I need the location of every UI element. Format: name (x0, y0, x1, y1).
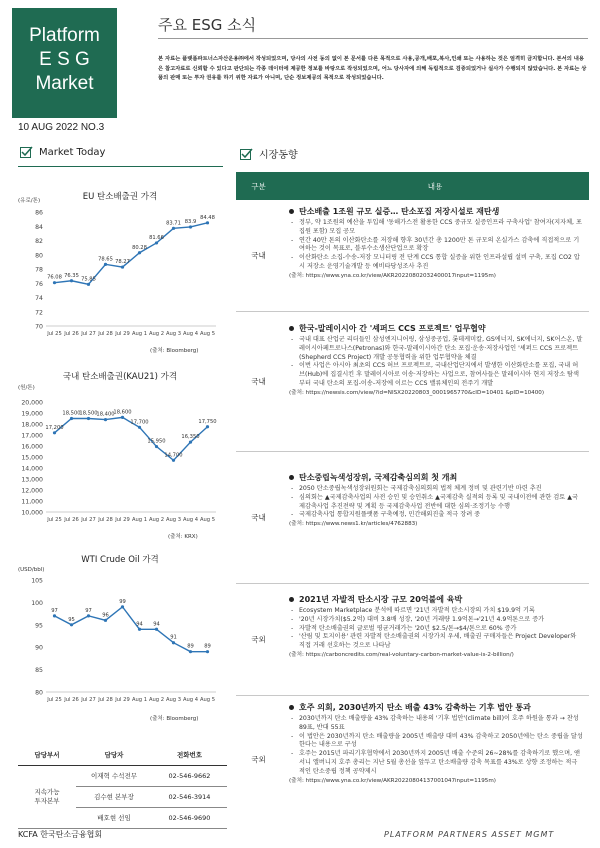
x-tick-label: Jul 26 (64, 331, 79, 337)
kau-chart-title: 국내 탄소배출권(KAU21) 가격 (62, 372, 178, 382)
x-tick-label: Jul 25 (47, 331, 62, 337)
news-bullet: - Ecosystem Marketplace 분석에 따르면 '21년 자발적 탄소시장의 가치 $19.9억 기록 (289, 607, 583, 616)
kau-chart-unit: (원/톤) (18, 385, 35, 391)
data-point (87, 614, 90, 617)
y-tick-label: 100 (31, 599, 43, 607)
data-point (155, 241, 158, 244)
data-label: 18,600 (113, 409, 132, 416)
news-bullet: - 정부, 약 1조원의 예산을 투입해 '동해가스전 활용한 CCS 중규모 실증인프라 구축사업' 참여자(지자체, 포집원 포함) 모집 공모 (289, 219, 583, 237)
news-headline: 호주 의회, 2030년까지 탄소 배출 43% 감축하는 기후 법안 통과 (289, 702, 583, 713)
x-tick-label: Aug 5 (199, 331, 216, 337)
data-point (155, 445, 158, 448)
news-bullet: - '20년 시장가치($5.2억) 대비 3.8배 성장, '20년 거래량 1.9억톤→'21년 4.9억톤으로 증가 (289, 616, 583, 625)
bullet-dot-icon (289, 209, 294, 214)
contact-header-dept: 담당부서 (18, 744, 76, 765)
y-tick-label: 19,000 (21, 410, 43, 418)
news-source-link[interactable]: (출처: https://www.news1.kr/articles/4762883) (289, 521, 418, 528)
contact-header-phone: 전화번호 (152, 744, 227, 765)
data-label: 89 (204, 643, 211, 650)
contact-phone[interactable]: 02-546-9662 (152, 765, 227, 786)
y-tick-label: 70 (35, 323, 43, 331)
kau-carbon-price-chart (14, 394, 224, 530)
data-label: 94 (136, 621, 143, 628)
x-tick-label: Aug 4 (182, 331, 199, 337)
data-label: 84.48 (200, 214, 215, 221)
issue-date: 10 AUG 2022 NO.3 (18, 122, 105, 133)
data-label: 81.66 (149, 234, 164, 241)
market-news-title: 시장동향 (259, 150, 298, 161)
news-bullet: - 이번 사업은 아시아 최초의 CCS 허브 프로젝트로, 국내산업단지에서 발생한 이산화탄소를 포집, 국내 허브(Hub)에 집결시킨 후 말레이시아로 이송·저장하는 사업으로, 참여사들은 말레이시아 현지 저장소 탐색부터 국내 탄소의 포집-이송-저장에 이르는 CCS 밸류체인의 전주기 개발 (289, 362, 583, 388)
data-point (206, 650, 209, 653)
data-label: 83.71 (166, 220, 181, 227)
market-news-heading (240, 146, 298, 161)
x-tick-label: Aug 1 (131, 331, 148, 337)
news-row (236, 200, 589, 312)
x-tick-label: Aug 4 (182, 517, 199, 523)
kau-chart-source: (출처: KRX) (168, 534, 198, 540)
x-tick-label: Aug 2 (148, 697, 165, 703)
news-region: 국내 (251, 251, 266, 260)
x-tick-label: Aug 5 (199, 697, 216, 703)
data-label: 17,700 (130, 419, 149, 426)
news-bullet: - '산림 및 토지이용' 관련 자발적 탄소배출권의 시장가치 우세, 배출권 구매자들은 Project Developer와 직접 거래 선호하는 것으로 나타남 (289, 633, 583, 651)
data-label: 76.08 (47, 274, 62, 281)
y-tick-label: 72 (35, 309, 43, 317)
y-tick-label: 17,000 (21, 432, 43, 440)
wti-oil-price-chart (14, 572, 224, 710)
contact-table (18, 744, 227, 829)
news-headline: 한국-말레이시아 간 '셰퍼드 CCS 프로젝트' 업무협약 (289, 323, 583, 334)
checkbox-checked-icon (20, 146, 33, 158)
news-bullet: - 국내 대표 산업군 리더들인 삼성엔지니어링, 삼성중공업, 롯데케미칼, GS에너지, SK에너지, SK어스온, 말레이시아페트로나스(Petronas)와 한국-말레이시아간 탄소 포집·운송·저장사업인 '셰퍼드 CCS 프로젝트(Shepherd CCS Project) 개발 공동협력을 위한 업무협약을 체결 (289, 336, 583, 362)
data-point (104, 263, 107, 266)
data-label: 17,750 (198, 418, 217, 425)
news-bullet: - 이산화탄소 소집-수송-저장 모니터링 전 단계 CCS 통합 실증을 위한 인프라설립 설비 구축, 포집 CO2 압시 저장소 운영기술개발 등 예비타당성조사 추진 (289, 254, 583, 272)
news-bullet: - 2050 탄소중립녹색성장위원회는 국제감축심의회의 법적 체계 정비 및 관련기반 마련 추진 (289, 485, 583, 494)
x-tick-label: Jul 26 (64, 517, 79, 523)
data-point (172, 227, 175, 230)
data-label: 97 (51, 607, 58, 614)
data-label: 76.35 (64, 272, 79, 279)
news-row (236, 312, 589, 452)
x-tick-label: Jul 27 (81, 517, 96, 523)
data-label: 18,500 (79, 410, 98, 417)
col-content-header: 내용 (427, 181, 443, 191)
data-label: 80.28 (132, 244, 147, 251)
market-today-heading (20, 146, 105, 158)
y-tick-label: 95 (35, 622, 43, 630)
data-point (189, 650, 192, 653)
logo-line-3: Market (35, 73, 94, 94)
y-tick-label: 74 (35, 295, 43, 302)
x-tick-label: Aug 1 (131, 697, 148, 703)
x-tick-label: Aug 3 (165, 697, 182, 703)
contact-phone[interactable]: 02-546-9690 (152, 807, 227, 828)
data-point (138, 628, 141, 631)
page-title: 주요 ESG 소식 (158, 16, 257, 34)
contact-department: 지속가능 투자본부 (18, 765, 76, 828)
bullet-dot-icon (289, 705, 294, 710)
news-bullet: - 국제감축사업 통합지원플랫폼 구축예정, 민간해외진출 적극 장려 중 (289, 511, 583, 520)
y-tick-label: 20,000 (21, 399, 43, 407)
logo-line-1: Platform (29, 25, 100, 46)
data-point (53, 614, 56, 617)
data-label: 91 (170, 634, 177, 641)
data-point (104, 418, 107, 421)
news-region: 국내 (251, 513, 266, 522)
checkbox-checked-icon (240, 148, 253, 160)
platform-esg-market-logo (12, 8, 117, 118)
data-label: 78.27 (115, 259, 130, 266)
x-tick-label: Aug 3 (165, 331, 182, 337)
data-point (70, 417, 73, 420)
news-source-link[interactable]: (출처: https://carboncredits.com/real-voluntary-carbon-market-value-is-2-billion/) (289, 651, 514, 658)
data-point (172, 459, 175, 462)
eu-chart-title: EU 탄소배출권 가격 (82, 192, 158, 202)
y-tick-label: 14,000 (21, 465, 43, 473)
data-label: 75.85 (81, 276, 96, 283)
series-line (55, 607, 208, 652)
news-bullet: - 이 법안은 2030년까지 탄소 배출량을 2005년 배출량 대비 43% 감축하고 2050년에는 탄소 중립을 달성한다는 내용으로 구성 (289, 733, 583, 751)
data-point (104, 619, 107, 622)
data-point (138, 426, 141, 429)
x-tick-label: Jul 26 (64, 697, 79, 703)
x-tick-label: Aug 3 (165, 517, 182, 523)
x-tick-label: Jul 29 (115, 517, 130, 523)
x-tick-label: Aug 2 (148, 331, 165, 337)
data-label: 78.65 (98, 256, 113, 263)
y-tick-label: 80 (35, 252, 43, 260)
wti-chart-unit: (USD/bbl) (18, 567, 45, 573)
data-point (189, 225, 192, 228)
data-label: 99 (119, 598, 126, 605)
market-today-title: Market Today (39, 146, 106, 158)
header-divider (158, 38, 588, 39)
news-source-link[interactable]: (출처: https://www.yna.co.kr/view/AKR20220804137001047input=1195m) (289, 777, 496, 784)
y-tick-label: 13,000 (21, 476, 43, 484)
y-tick-label: 16,000 (21, 443, 43, 451)
bullet-dot-icon (289, 326, 294, 331)
news-row (236, 696, 589, 822)
kcfa-footer-logo: KCFA 한국탄소금융협회 (18, 830, 103, 839)
y-tick-label: 105 (31, 577, 43, 585)
y-tick-label: 86 (35, 209, 43, 217)
data-point (206, 425, 209, 428)
x-tick-label: Jul 29 (115, 697, 130, 703)
data-label: 17,200 (45, 424, 64, 431)
news-table-header (236, 172, 589, 200)
x-tick-label: Aug 5 (199, 517, 216, 523)
data-label: 18,500 (62, 410, 81, 417)
data-label: 15,950 (147, 438, 166, 445)
news-bullet: - 자발적 탄소배출권의 글로벌 평균거래가는 '20년 $2.5/톤→$4/톤으로 60% 증가 (289, 625, 583, 634)
data-point (138, 251, 141, 254)
eu-chart-unit: (유로/톤) (18, 198, 41, 204)
y-tick-label: 11,000 (21, 498, 43, 506)
y-tick-label: 84 (35, 223, 43, 231)
x-tick-label: Aug 4 (182, 697, 199, 703)
data-point (206, 221, 209, 224)
news-source-link[interactable]: (출처: https://newsis.com/view/?id=NISX20220803_0001965770&cID=10401 &pID=10400) (289, 389, 545, 396)
y-tick-label: 15,000 (21, 454, 43, 462)
data-point (70, 623, 73, 626)
contact-phone[interactable]: 02-546-3914 (152, 786, 227, 807)
data-point (121, 605, 124, 608)
news-headline: 탄소중립녹색성장위, 국제감축심의회 첫 개최 (289, 472, 583, 483)
x-tick-label: Aug 1 (131, 517, 148, 523)
col-region-header: 구분 (251, 181, 266, 191)
data-label: 95 (68, 616, 75, 623)
news-headline: 2021년 자발적 탄소시장 규모 20억불에 육박 (289, 594, 583, 605)
y-tick-label: 12,000 (21, 487, 43, 495)
data-point (121, 265, 124, 268)
eu-carbon-price-chart (14, 204, 224, 344)
news-row (236, 584, 589, 696)
data-point (189, 441, 192, 444)
data-point (53, 431, 56, 434)
wti-chart-source: (출처: Bloomberg) (150, 716, 199, 722)
data-label: 97 (85, 607, 92, 614)
data-label: 94 (153, 621, 160, 628)
news-region: 국외 (251, 635, 266, 644)
x-tick-label: Jul 27 (81, 697, 96, 703)
y-tick-label: 90 (35, 644, 43, 652)
eu-chart-source: (출처: Bloomberg) (150, 348, 199, 354)
news-region: 국내 (251, 377, 266, 386)
news-bullet: - 호주는 2015년 파리기후협약에서 2030년까지 2005년 배출 수준의 26∼28%를 감축하기로 했으며, 앤서니 앨버니지 호주 총리는 지난 5월 총선을 앞두고 탄소배출량 감축 목표를 43%로 상향 조정하는 적극적인 탄소중립 정책 공약제시 (289, 750, 583, 776)
data-label: 83.9 (184, 218, 197, 225)
data-point (53, 281, 56, 284)
data-point (87, 283, 90, 286)
data-label: 18,400 (96, 411, 115, 418)
data-label: 16,350 (181, 434, 200, 441)
logo-line-2: E S G (39, 49, 90, 70)
data-point (87, 417, 90, 420)
bullet-dot-icon (289, 475, 294, 480)
x-tick-label: Jul 25 (47, 697, 62, 703)
x-tick-label: Jul 28 (98, 517, 113, 523)
data-label: 89 (187, 643, 194, 650)
data-label: 96 (102, 612, 109, 619)
platform-partners-footer-logo: PLATFORM PARTNERS ASSET MGMT (384, 830, 555, 839)
x-tick-label: Jul 27 (81, 331, 96, 337)
news-region: 국외 (251, 754, 266, 764)
contact-name: 김수현 본부장 (76, 786, 152, 807)
data-point (121, 416, 124, 419)
news-bullet: - 연간 40만 톤의 이산화탄소를 저장해 향후 30년간 총 1200만 톤 규모의 온실가스 감축에 직접적으로 기여하는 것이 목표로, 블루수소생산단업으로 확장 (289, 237, 583, 255)
contact-header-person: 담당자 (76, 744, 152, 765)
x-tick-label: Jul 25 (47, 517, 62, 523)
disclaimer-text: 본 자료는 플랫폼파트너스자산운용㈜에서 작성되었으며, 당사의 사전 동의 없이 본 문서를 다른 목적으로 사용,공개,배포,복사,인쇄 또는 사용하는 것은 엄격히 금지합니다. 본서의 내용은 참고자료로 신뢰할 수 있다고 판단되는 각종 데이터에 제공한 정보를 바탕으로 작성되었으며, 어느 당사자에 의해 독립적으로 검증되었거나 실사가 수행되지 않았습니다. 본 자료는 상품의 판매 또는 투자 권유를 하기 위한 자료가 아니며, 단순 정보제공의 목적으로 작성되었습니다. (158, 56, 587, 82)
y-tick-label: 82 (35, 238, 43, 245)
data-point (155, 628, 158, 631)
news-source-link[interactable]: (출처: https://www.yna.co.kr/view/AKR20220802032400017input=1195m) (289, 272, 496, 279)
bullet-dot-icon (289, 597, 294, 602)
y-tick-label: 76 (35, 280, 43, 288)
x-tick-label: Jul 28 (98, 697, 113, 703)
news-bullet: - 2030년까지 탄소 배출량을 43% 감축하는 내용의 '기후 법안'(climate bill)이 호주 하원을 통과 → 찬성 89표, 반대 55표 (289, 715, 583, 733)
x-tick-label: Aug 2 (148, 517, 165, 523)
contact-name: 배호현 선임 (76, 807, 152, 828)
y-tick-label: 78 (35, 266, 43, 274)
y-tick-label: 18,000 (21, 421, 43, 429)
news-bullet: - 심의회는 ▲국제감축사업의 사전 승인 및 승인취소 ▲국제감축 실적의 등록 및 국내이전에 관한 검토 ▲국제감축사업 추진전략 및 계획 등 국제감축사업 전반에 대한 심의·조정기능 수행 (289, 494, 583, 512)
contact-name: 이재혁 수석전무 (76, 765, 152, 786)
x-tick-label: Jul 28 (98, 331, 113, 337)
y-tick-label: 10,000 (21, 509, 43, 517)
market-today-divider (18, 166, 223, 167)
news-headline: 탄소배출 1조원 규모 실증… 탄소포집 저장시설로 재탄생 (289, 206, 583, 217)
data-point (172, 641, 175, 644)
wti-chart-title: WTI Crude Oil 가격 (81, 555, 159, 565)
x-tick-label: Jul 29 (115, 331, 130, 337)
y-tick-label: 85 (35, 667, 43, 675)
data-label: 14,700 (164, 452, 183, 459)
y-tick-label: 80 (35, 689, 43, 697)
news-row (236, 452, 589, 584)
data-point (70, 279, 73, 282)
